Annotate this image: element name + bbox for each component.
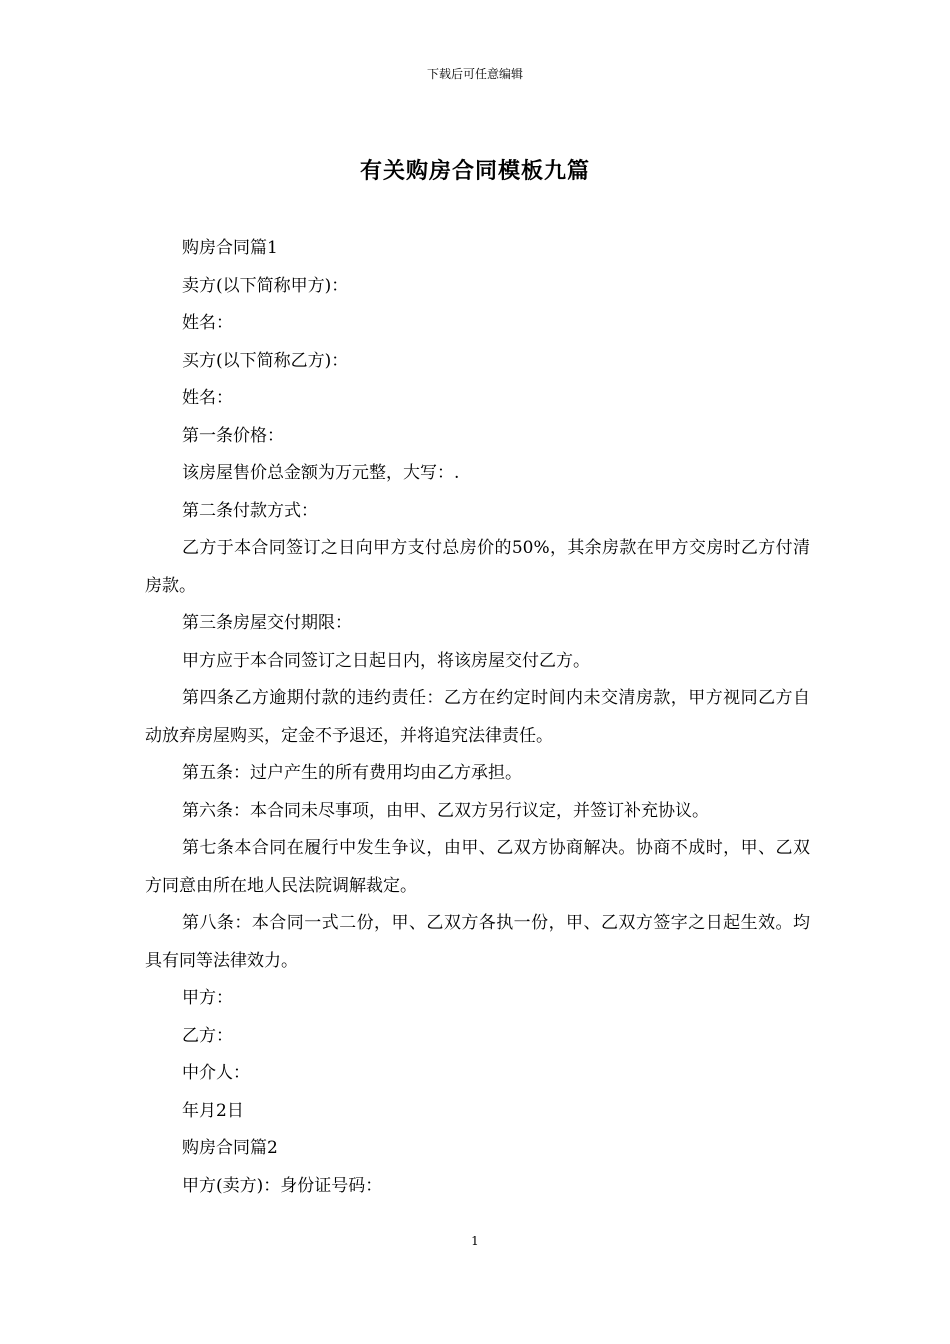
paragraph: 买方(以下简称乙方)：: [182, 350, 349, 371]
paragraph: 第七条本合同在履行中发生争议，由甲、乙双方协商解决。协商不成时，甲、乙双方同意由所在地人民法院调解裁定。: [145, 838, 810, 896]
paragraph: 第六条：本合同未尽事项，由甲、乙双方另行议定，并签订补充协议。: [182, 800, 709, 821]
paragraph: 甲方应于本合同签订之日起日内，将该房屋交付乙方。: [182, 650, 590, 671]
paragraph: 中介人：: [182, 1063, 250, 1083]
document-body: [145, 230, 810, 1205]
page-header-note: 下载后可任意编辑: [426, 67, 523, 81]
paragraph: 姓名：: [182, 313, 233, 333]
paragraph: 第八条：本合同一式二份，甲、乙双方各执一份，甲、乙双方签字之日起生效。均具有同等法律效力。: [145, 913, 810, 971]
paragraph: 卖方(以下简称甲方)：: [182, 275, 349, 296]
document-title: 有关购房合同模板九篇: [359, 158, 590, 184]
paragraph: 第二条付款方式：: [182, 500, 318, 521]
paragraph: 甲方(卖方)：身份证号码：: [182, 1175, 383, 1196]
page-number: 1: [471, 1234, 479, 1248]
paragraph: 年月2日: [182, 1100, 244, 1121]
paragraph: 该房屋售价总金额为万元整，大写：.: [182, 463, 460, 483]
paragraph: 购房合同篇1: [182, 238, 278, 258]
paragraph: 甲方：: [182, 988, 233, 1008]
paragraph: 乙方：: [182, 1025, 233, 1046]
paragraph: 第四条乙方逾期付款的违约责任：乙方在约定时间内未交清房款，甲方视同乙方自动放弃房屋购买，定金不予退还，并将追究法律责任。: [145, 688, 810, 746]
paragraph: 第五条：过户产生的所有费用均由乙方承担。: [182, 763, 522, 783]
paragraph: 第三条房屋交付期限：: [182, 613, 352, 633]
paragraph: 姓名：: [182, 388, 233, 408]
paragraph: 购房合同篇2: [182, 1138, 278, 1158]
paragraph: 第一条价格：: [182, 425, 284, 446]
paragraph: 乙方于本合同签订之日向甲方支付总房价的50%，其余房款在甲方交房时乙方付清房款。: [145, 538, 810, 596]
